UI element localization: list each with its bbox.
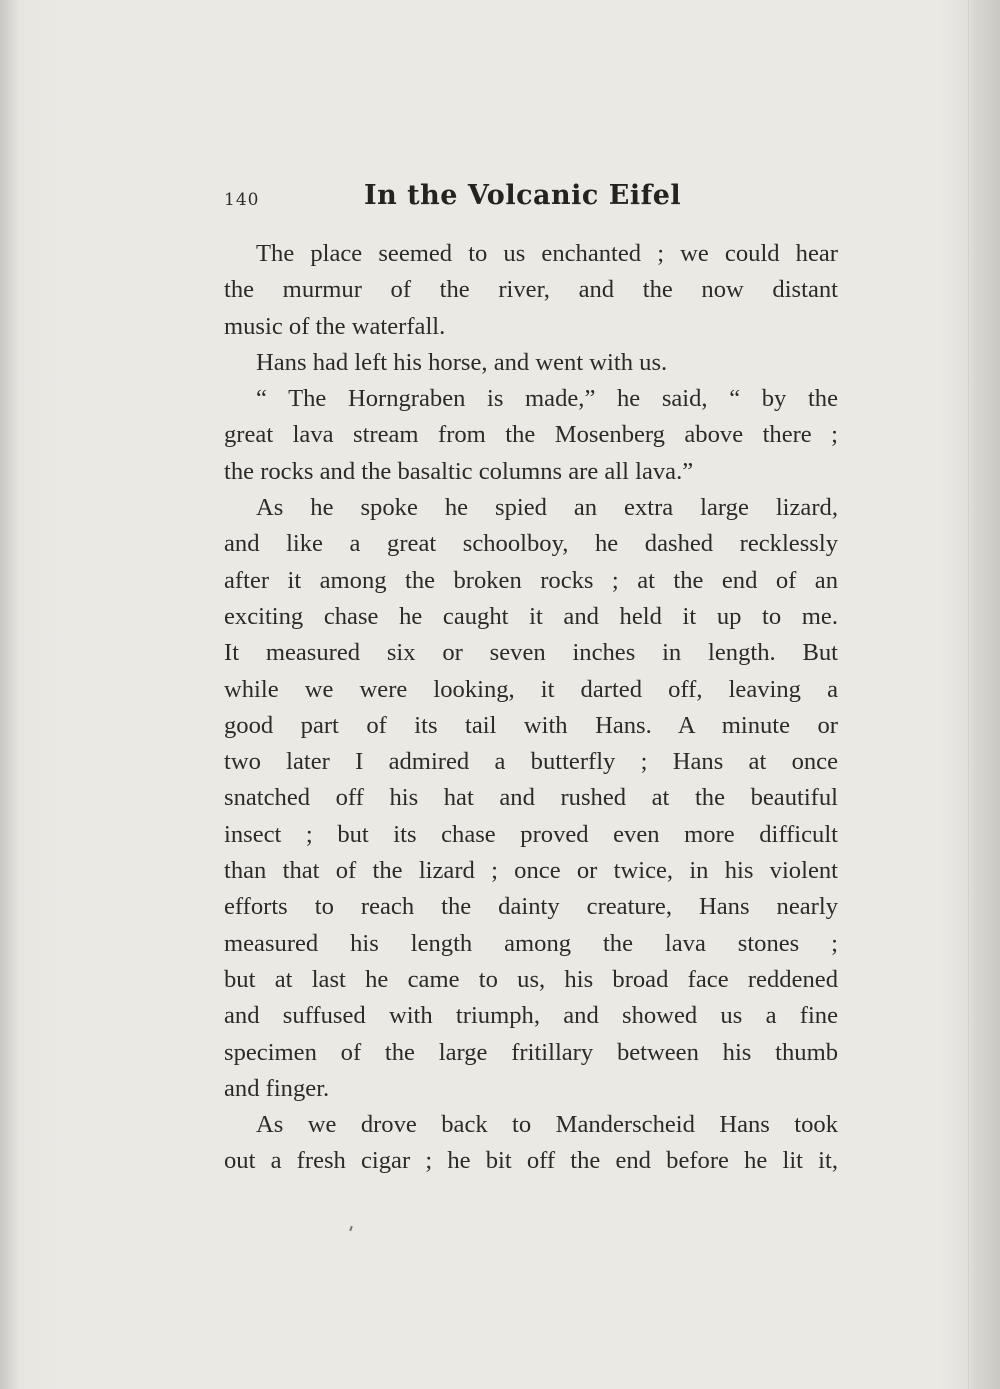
page-number: 140 [224,190,260,210]
text-line: great lava stream from the Mosenberg above there ; [224,421,838,449]
page-spine-shadow [0,0,20,1389]
text-line: good part of its tail with Hans. A minute or [224,711,838,739]
text-line: insect ; but its chase proved even more difficult [224,820,838,848]
text-line: measured his length among the lava stones ; [224,929,838,957]
text-line: “ The Horngraben is made,” he said, “ by the [256,385,838,413]
text-line: the murmur of the river, and the now distant [224,276,838,304]
text-line: music of the waterfall. [224,312,446,340]
paper-speck [349,1226,353,1231]
body-text [224,236,838,1180]
text-line: As he spoke he spied an extra large lizard, [256,494,838,522]
page-edge-shadow [968,0,1000,1389]
text-line: As we drove back to Manderscheid Hans took [256,1111,838,1139]
text-line: specimen of the large fritillary between his thumb [224,1038,838,1066]
text-line: while we were looking, it darted off, leaving a [224,675,838,703]
text-line: but at last he came to us, his broad face reddened [224,965,838,993]
text-line: two later I admired a butterfly ; Hans at once [224,748,838,776]
text-line: and finger. [224,1074,330,1102]
text-line: efforts to reach the dainty creature, Hans nearly [224,893,838,921]
text-line: the rocks and the basaltic columns are all lava.” [224,457,694,485]
text-line: The place seemed to us enchanted ; we could hear [256,240,838,267]
text-line: and like a great schoolboy, he dashed recklessly [224,530,838,558]
text-line: out a fresh cigar ; he bit off the end before he lit it, [224,1147,838,1175]
text-line: snatched off his hat and rushed at the beautiful [224,784,838,812]
running-title: In the Volcanic Eifel [364,180,682,211]
text-line: after it among the broken rocks ; at the end of an [224,566,838,594]
page-header [224,180,840,220]
text-line: exciting chase he caught it and held it up to me. [224,602,838,630]
text-line: than that of the lizard ; once or twice, in his violent [224,857,838,885]
text-line: Hans had left his horse, and went with us. [256,348,668,376]
text-line: It measured six or seven inches in length. But [224,639,838,667]
text-line: and suffused with triumph, and showed us a fine [224,1002,838,1030]
